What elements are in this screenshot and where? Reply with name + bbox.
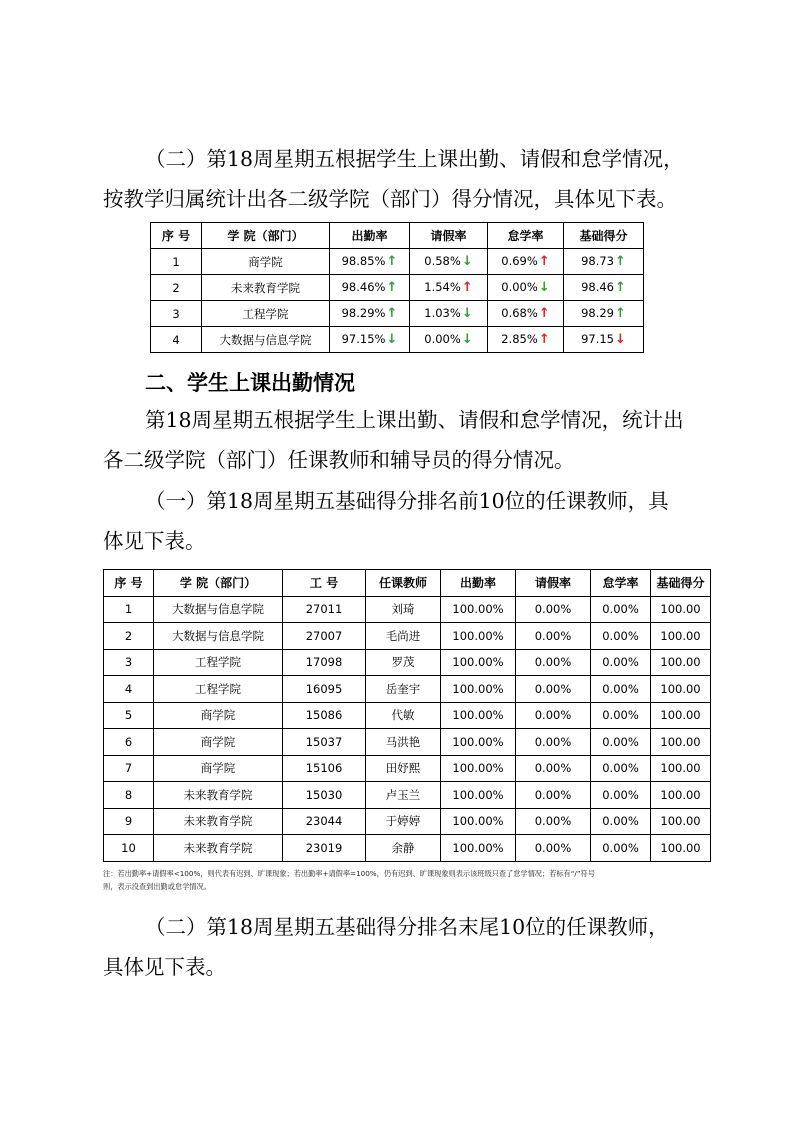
table2-cell: 大数据与信息学院 <box>154 596 283 623</box>
table1-cell <box>564 301 644 327</box>
table2-cell: 27011 <box>283 596 366 623</box>
red-arrow-icon: ↑ <box>538 306 550 321</box>
table2-cell: 0.00% <box>591 596 651 623</box>
table2-cell: 100.00 <box>651 676 711 703</box>
table1-cell-value: 97.15 <box>581 332 615 346</box>
table2-cell: 岳奎宇 <box>366 676 441 703</box>
table1-cell-value: 98.46% <box>341 280 386 294</box>
para2-line2: 各二级学院（部门）任课教师和辅导员的得分情况。 <box>103 448 575 472</box>
table2-cell: 未来教育学院 <box>154 782 283 809</box>
table1-cell-value: 98.46 <box>581 280 615 294</box>
table1-cell <box>410 249 488 275</box>
table2-cell: 5 <box>104 702 154 729</box>
table2-cell: 0.00% <box>516 808 591 835</box>
note-line1: 注：若出勤率+请假率<100%，则代表有迟到、旷课现象；若出勤率+请假率=100%，仍有迟到、旷课现象则表示该班级只查了怠学情况；若标有“/”符号 <box>103 869 595 878</box>
table1-cell <box>330 301 410 327</box>
teacher-top10-table <box>103 569 711 862</box>
table2-cell: 商学院 <box>154 755 283 782</box>
table2-cell: 9 <box>104 808 154 835</box>
table1-cell <box>330 249 410 275</box>
table2-cell: 罗茂 <box>366 649 441 676</box>
paragraph-1 <box>103 139 703 219</box>
para4-line2: 具体见下表。 <box>103 955 226 979</box>
table2-cell: 3 <box>104 649 154 676</box>
table2-cell: 15106 <box>283 755 366 782</box>
green-arrow-icon: ↓ <box>461 254 473 269</box>
red-arrow-icon: ↑ <box>538 254 550 269</box>
table2-cell: 工程学院 <box>154 676 283 703</box>
table2-cell: 16095 <box>283 676 366 703</box>
table1-cell-value: 大数据与信息学院 <box>219 332 312 347</box>
table1-header-cell: 学 院（部门） <box>202 223 330 249</box>
table2-cell: 0.00% <box>516 702 591 729</box>
table2-cell: 100.00 <box>651 835 711 862</box>
table2-cell: 100.00 <box>651 702 711 729</box>
para1-line1: （二）第18周星期五根据学生上课出勤、请假和怠学情况， <box>145 147 684 171</box>
table2-cell: 100.00% <box>441 755 516 782</box>
table-footnote <box>103 867 698 893</box>
table2-header-cell: 工 号 <box>283 570 366 597</box>
table2-row <box>104 782 711 809</box>
table1-cell <box>488 301 564 327</box>
table2-cell: 100.00 <box>651 729 711 756</box>
table1-header-cell: 怠学率 <box>488 223 564 249</box>
table2-cell: 0.00% <box>516 676 591 703</box>
table2-cell: 未来教育学院 <box>154 835 283 862</box>
table2-cell: 100.00 <box>651 782 711 809</box>
table1-cell <box>564 249 644 275</box>
table2-cell: 于婷婷 <box>366 808 441 835</box>
table2-cell: 15030 <box>283 782 366 809</box>
green-arrow-icon: ↑ <box>615 254 626 269</box>
table2-cell: 100.00 <box>651 596 711 623</box>
table1-cell-value: 未来教育学院 <box>231 280 300 295</box>
table1-cell-value: 3 <box>172 306 180 321</box>
table1-cell <box>151 249 202 275</box>
college-score-table <box>150 222 644 353</box>
table2-cell: 100.00% <box>441 623 516 650</box>
table2-row <box>104 808 711 835</box>
table1-cell-value: 98.85% <box>341 254 386 268</box>
table2-cell: 0.00% <box>591 649 651 676</box>
table1-header-row <box>151 223 644 249</box>
table1-header-cell: 序 号 <box>151 223 202 249</box>
section-heading: 二、学生上课出勤情况 <box>145 371 355 395</box>
table1-cell <box>202 249 330 275</box>
table2-cell: 商学院 <box>154 702 283 729</box>
green-arrow-icon: ↑ <box>386 306 398 321</box>
table1-cell <box>151 301 202 327</box>
table1-row <box>151 301 644 327</box>
red-arrow-icon: ↑ <box>538 332 550 347</box>
table2-row <box>104 623 711 650</box>
table2-cell: 0.00% <box>591 755 651 782</box>
table2-cell: 10 <box>104 835 154 862</box>
table2-cell: 100.00% <box>441 702 516 729</box>
table2-cell: 15086 <box>283 702 366 729</box>
table2-header-cell: 出勤率 <box>441 570 516 597</box>
table1-header-cell: 出勤率 <box>330 223 410 249</box>
table1-cell-value: 98.29% <box>341 306 386 320</box>
table2-cell: 100.00% <box>441 808 516 835</box>
paragraph-2 <box>103 400 703 480</box>
table2-cell: 0.00% <box>591 808 651 835</box>
table1-cell <box>202 301 330 327</box>
table2-cell: 马洪艳 <box>366 729 441 756</box>
table1-row <box>151 249 644 275</box>
table1-cell-value: 1 <box>172 254 180 269</box>
table1-cell <box>330 327 410 353</box>
table2-cell: 0.00% <box>591 676 651 703</box>
table2-row <box>104 835 711 862</box>
table2-cell: 0.00% <box>516 835 591 862</box>
table2-cell: 未来教育学院 <box>154 808 283 835</box>
table2-cell: 代敏 <box>366 702 441 729</box>
green-arrow-icon: ↓ <box>461 332 473 347</box>
table2-cell: 100.00% <box>441 729 516 756</box>
table1-cell <box>151 275 202 301</box>
table2-cell: 大数据与信息学院 <box>154 623 283 650</box>
table2-cell: 0.00% <box>516 623 591 650</box>
table2-cell: 100.00% <box>441 835 516 862</box>
green-arrow-icon: ↑ <box>386 254 398 269</box>
table2-cell: 0.00% <box>516 729 591 756</box>
paragraph-4 <box>103 907 703 987</box>
green-arrow-icon: ↓ <box>538 280 550 295</box>
table1-cell-value: 商学院 <box>248 254 283 269</box>
table1-cell-value: 0.58% <box>424 254 461 268</box>
table2-cell: 100.00 <box>651 808 711 835</box>
green-arrow-icon: ↑ <box>615 280 626 295</box>
table2-cell: 100.00 <box>651 649 711 676</box>
table2-cell: 0.00% <box>591 702 651 729</box>
paragraph-3 <box>103 481 703 561</box>
table2-header-cell: 学 院（部门） <box>154 570 283 597</box>
table1-cell <box>151 327 202 353</box>
table1-cell <box>564 327 644 353</box>
table2-row <box>104 755 711 782</box>
table2-cell: 100.00 <box>651 623 711 650</box>
table2-cell: 0.00% <box>516 782 591 809</box>
table2-header-cell: 请假率 <box>516 570 591 597</box>
table1-cell-value: 4 <box>172 332 180 347</box>
table2-header-cell: 序 号 <box>104 570 154 597</box>
table2-cell: 余静 <box>366 835 441 862</box>
table2-cell: 0.00% <box>516 596 591 623</box>
table2-cell: 毛尚进 <box>366 623 441 650</box>
table2-cell: 0.00% <box>516 755 591 782</box>
table2-row <box>104 596 711 623</box>
table1-cell <box>488 249 564 275</box>
table1-cell <box>330 275 410 301</box>
table1-cell-value: 97.15% <box>341 332 386 346</box>
para1-line2: 按教学归属统计出各二级学院（部门）得分情况，具体见下表。 <box>103 187 677 211</box>
table2-cell: 27007 <box>283 623 366 650</box>
table2-row <box>104 702 711 729</box>
para3-line1: （一）第18周星期五基础得分排名前10位的任课教师，具 <box>145 489 669 513</box>
table1-cell-value: 1.54% <box>424 280 461 294</box>
table2-cell: 刘琦 <box>366 596 441 623</box>
table2-header-row <box>104 570 711 597</box>
table2-cell: 100.00% <box>441 596 516 623</box>
table1-cell-value: 0.68% <box>501 306 538 320</box>
table2-cell: 卢玉兰 <box>366 782 441 809</box>
table2-cell: 100.00% <box>441 782 516 809</box>
table1-cell <box>488 275 564 301</box>
table2-cell: 0.00% <box>591 623 651 650</box>
table2-cell: 100.00 <box>651 755 711 782</box>
para4-line1: （二）第18周星期五基础得分排名末尾10位的任课教师， <box>145 915 669 939</box>
table1-row <box>151 275 644 301</box>
table1-cell-value: 0.00% <box>424 332 461 346</box>
table2-header-cell: 基础得分 <box>651 570 711 597</box>
table2-cell: 0.00% <box>591 782 651 809</box>
red-arrow-icon: ↓ <box>615 332 626 347</box>
table2-header-cell: 任课教师 <box>366 570 441 597</box>
table1-cell <box>410 301 488 327</box>
table2-cell: 0.00% <box>591 729 651 756</box>
table1-cell-value: 0.69% <box>501 254 538 268</box>
table2-cell: 0.00% <box>591 835 651 862</box>
table1-cell-value: 98.29 <box>581 306 615 320</box>
table2-cell: 2 <box>104 623 154 650</box>
red-arrow-icon: ↑ <box>461 280 473 295</box>
table1-row <box>151 327 644 353</box>
table1-cell <box>410 327 488 353</box>
table1-cell <box>410 275 488 301</box>
green-arrow-icon: ↑ <box>615 306 626 321</box>
table1-cell-value: 0.00% <box>501 280 538 294</box>
table2-header-cell: 怠学率 <box>591 570 651 597</box>
green-arrow-icon: ↑ <box>386 280 398 295</box>
green-arrow-icon: ↓ <box>461 306 473 321</box>
table2-cell: 100.00% <box>441 676 516 703</box>
table2-cell: 田妤熙 <box>366 755 441 782</box>
table2-cell: 15037 <box>283 729 366 756</box>
table1-cell-value: 2 <box>172 280 180 295</box>
table1-cell-value: 工程学院 <box>242 306 289 321</box>
table2-cell: 100.00% <box>441 649 516 676</box>
table1-cell <box>488 327 564 353</box>
table2-cell: 工程学院 <box>154 649 283 676</box>
table1-cell-value: 98.73 <box>581 254 615 268</box>
para3-line2: 体见下表。 <box>103 529 206 553</box>
table2-cell: 0.00% <box>516 649 591 676</box>
table2-cell: 23044 <box>283 808 366 835</box>
table1-cell <box>202 275 330 301</box>
table2-cell: 17098 <box>283 649 366 676</box>
table2-cell: 6 <box>104 729 154 756</box>
table2-cell: 7 <box>104 755 154 782</box>
note-line2: 则，表示没查到出勤或怠学情况。 <box>103 882 211 891</box>
para2-line1: 第18周星期五根据学生上课出勤、请假和怠学情况，统计出 <box>145 408 684 432</box>
table1-cell <box>202 327 330 353</box>
green-arrow-icon: ↓ <box>386 332 398 347</box>
table2-cell: 23019 <box>283 835 366 862</box>
table1-cell-value: 2.85% <box>501 332 538 346</box>
table1-header-cell: 请假率 <box>410 223 488 249</box>
table1-cell-value: 1.03% <box>424 306 461 320</box>
table2-row <box>104 676 711 703</box>
table2-cell: 商学院 <box>154 729 283 756</box>
table2-cell: 4 <box>104 676 154 703</box>
table2-row <box>104 729 711 756</box>
table1-cell <box>564 275 644 301</box>
table1-header-cell: 基础得分 <box>564 223 644 249</box>
table2-cell: 8 <box>104 782 154 809</box>
table2-cell: 1 <box>104 596 154 623</box>
table2-row <box>104 649 711 676</box>
